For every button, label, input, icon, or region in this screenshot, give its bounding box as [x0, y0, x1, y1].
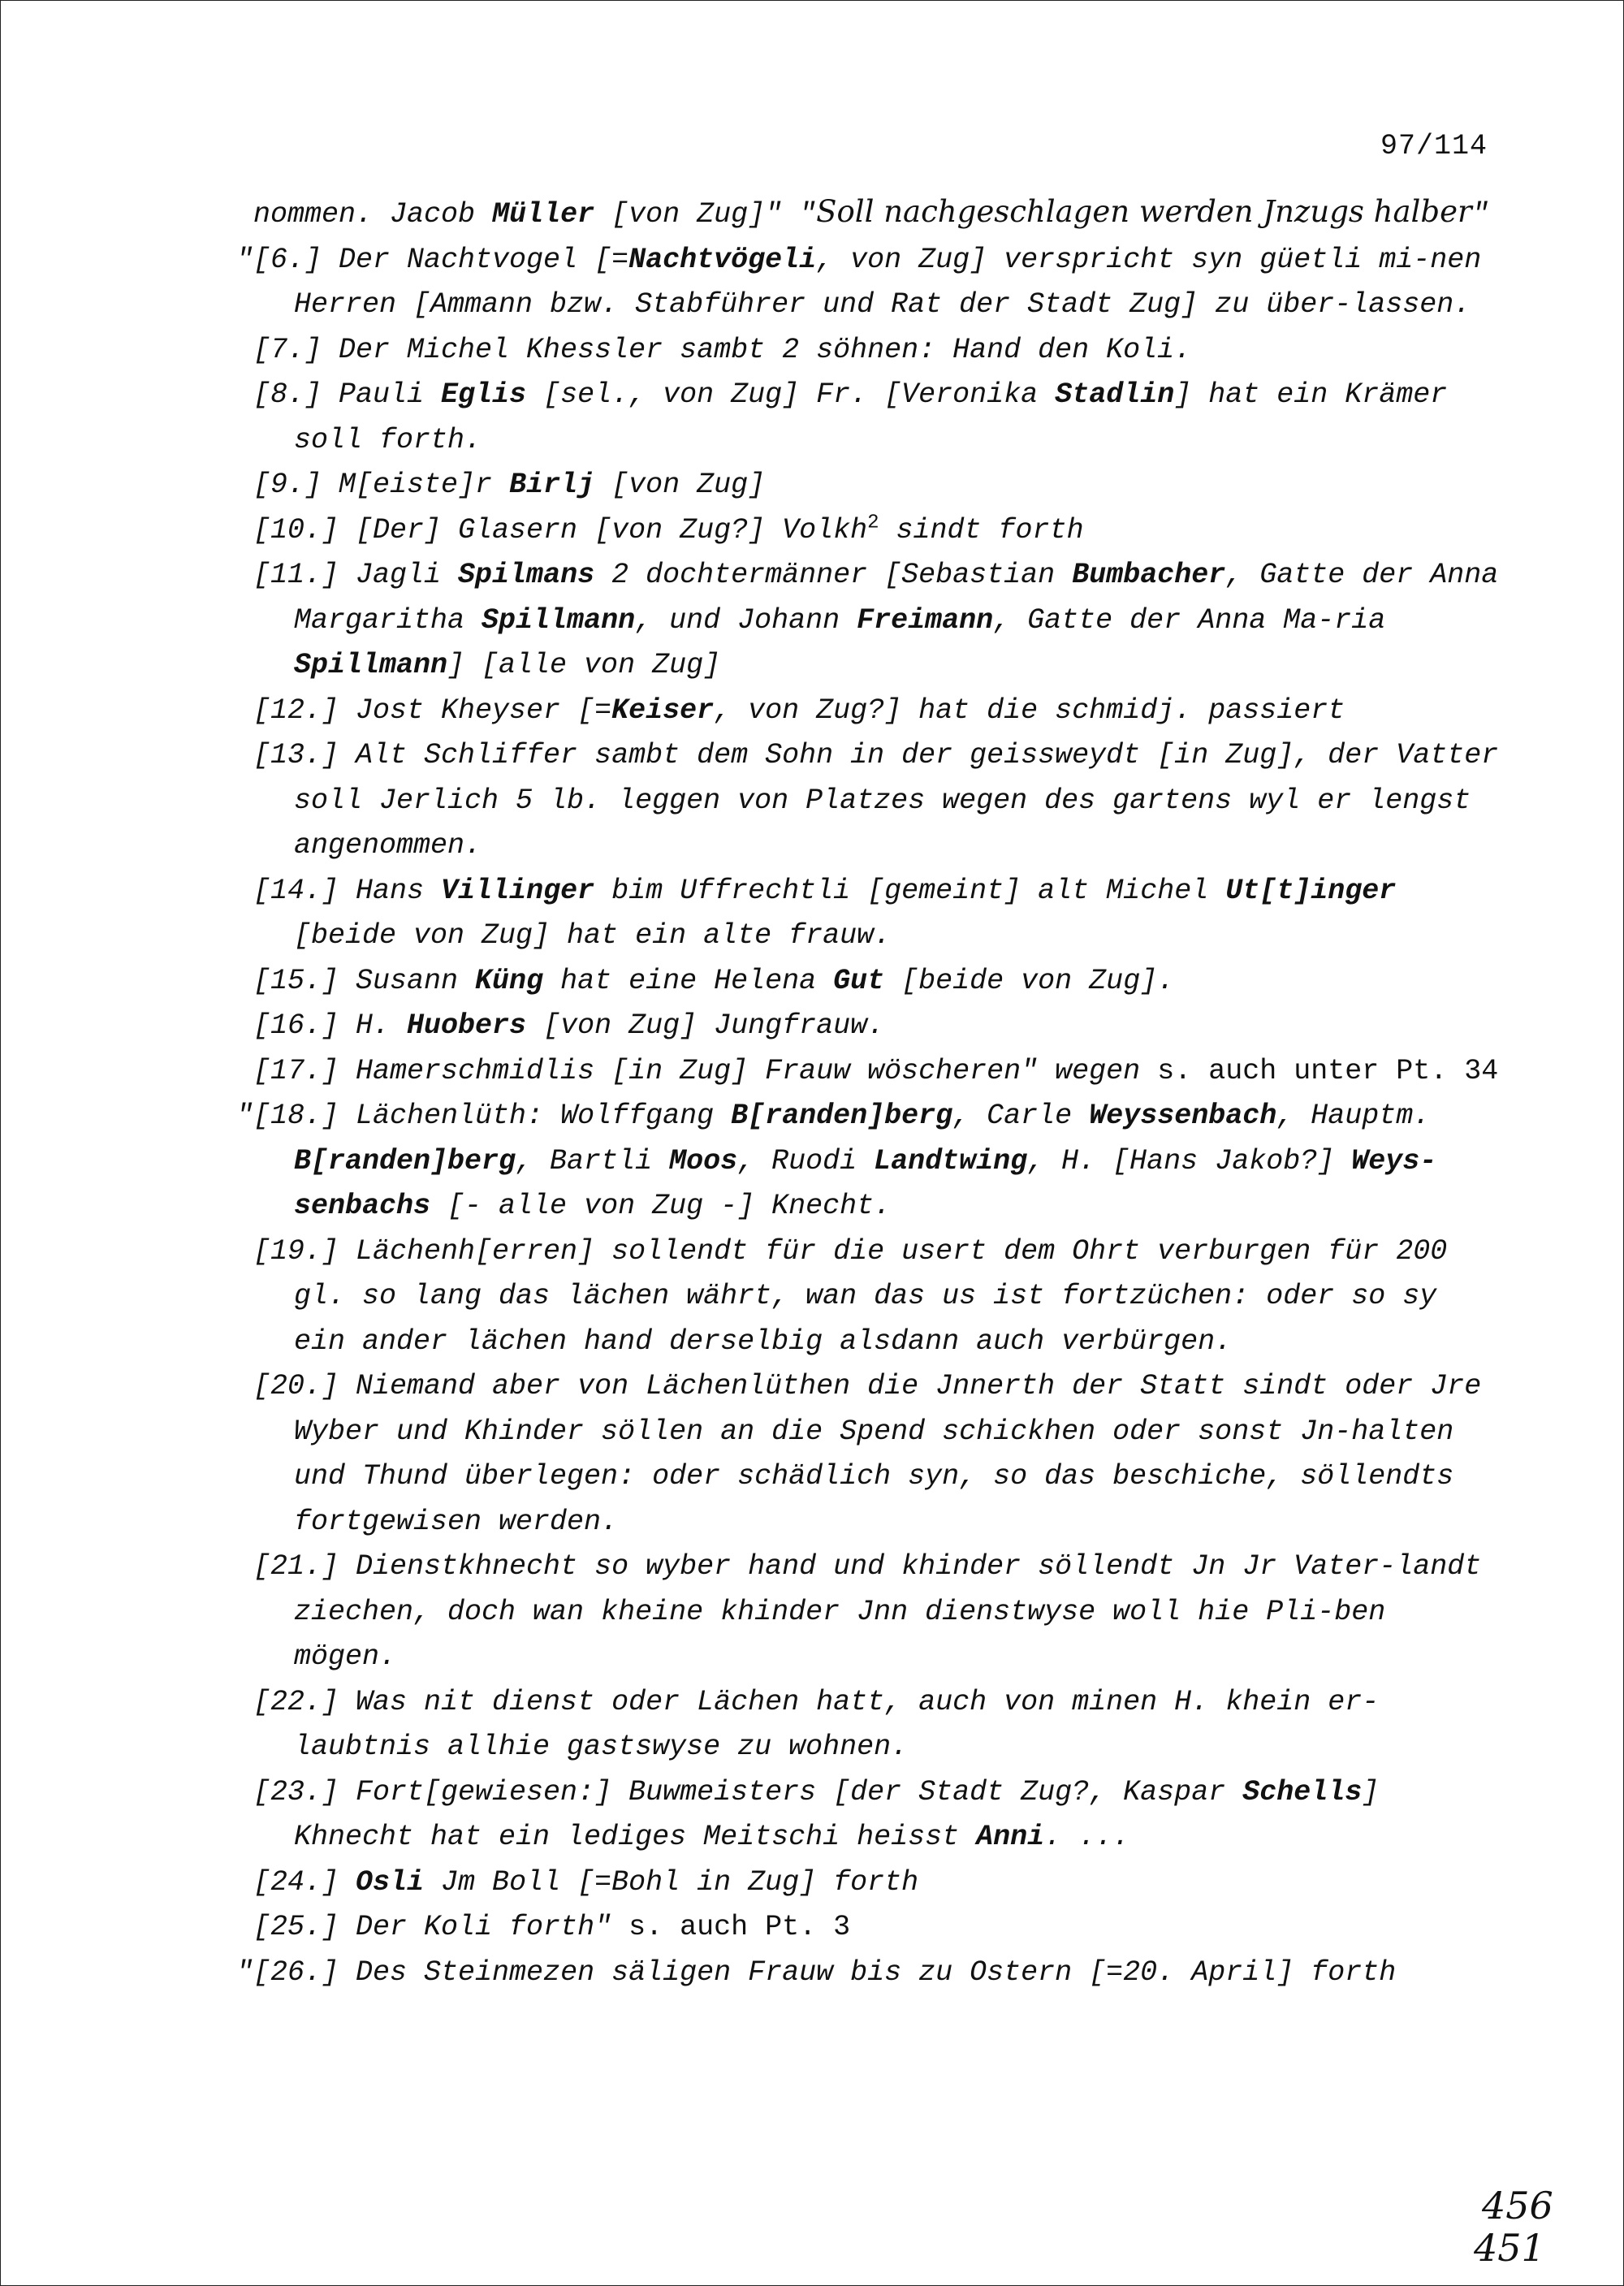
- handwritten-folio-number: [1474, 2176, 1571, 2274]
- footnote-marker: 2: [867, 511, 879, 534]
- handwritten-note: Soll nachgeschlagen werden Jnzugs halber: [816, 194, 1472, 229]
- entry-18: "[18.] Lächenlüth: Wolffgang B[randen]berg, Carle Weyssenbach, Hauptm. B[randen]berg, Bartli Moos, Ruodi Landtwing, H. [Hans Jakob?] Weys-senbachs [- alle von Zug -] Knecht.: [236, 1100, 1448, 1222]
- entry-23: [23.] Fort[gewiesen:] Buwmeisters [der Stadt Zug?, Kaspar Schells] Khnecht hat ein lediges Meitschi heisst Anni. ...: [253, 1775, 1397, 1853]
- entry-25: [25.] Der Koli forth" s. auch Pt. 3: [253, 1911, 851, 1943]
- entry-11: [11.] Jagli Spilmans 2 dochtermänner [Sebastian Bumbacher, Gatte der Anna Margaritha Spillmann, und Johann Freimann, Gatte der Anna Ma-ria Spillmann] [alle von Zug]: [253, 559, 1516, 681]
- entry-24: [24.] Osli Jm Boll [=Bohl in Zug] forth: [253, 1865, 919, 1899]
- entry-10: [10.] [Der] Glasern [von Zug?] Volkh$^2$ sindt forth: [253, 511, 1084, 547]
- page-number: 97/114: [1380, 130, 1488, 162]
- entry-14: [14.] Hans Villinger bim Uffrechtli [gemeint] alt Michel Ut[t]inger [beide von Zug] hat ein alte frauw.: [253, 874, 1414, 952]
- entry-12: [12.] Jost Kheyser [=Keiser, von Zug?] hat die schmidj. passiert: [253, 694, 1345, 727]
- entry-7: [7.] Der Michel Khessler sambt 2 söhnen: Hand den Koli.: [253, 333, 1192, 366]
- folio-number-bottom: 451: [1474, 2226, 1545, 2270]
- entry-8: [8.] Pauli Eglis [sel., von Zug] Fr. [Veronika Stadlin] hat ein Krämer soll forth.: [253, 378, 1465, 456]
- entry-16: [16.] H. Huobers [von Zug] Jungfrauw.: [253, 1009, 885, 1042]
- entry-21: [21.] Dienstkhnecht so wyber hand und khinder söllendt Jn Jr Vater-landt ziechen, doch wan kheine khinder Jnn dienstwyse woll hie Pli-ben mögen.: [253, 1550, 1499, 1673]
- cross-reference: s. auch Pt. 3: [628, 1911, 851, 1943]
- folio-number-top: 456: [1482, 2184, 1553, 2228]
- entry-26: "[26.] Des Steinmezen säligen Frauw bis zu Ostern [=20. April] forth: [236, 1955, 1397, 1989]
- document-body: [236, 189, 1516, 1995]
- entry-19: [19.] Lächenh[erren] sollendt für die usert dem Ohrt verburgen für 200 gl. so lang das lächen währt, wan das us ist fortzüchen: oder so sy ein ander lächen hand derselbig alsdann auch verbürgen.: [253, 1234, 1465, 1358]
- entry-continuation: nommen. Jacob Müller [von Zug]" "Soll nachgeschlagen werden Jnzugs halber": [253, 194, 1489, 231]
- cross-reference: s. auch unter Pt. 34: [1157, 1054, 1499, 1087]
- entry-6: "[6.] Der Nachtvogel [=Nachtvögeli, von Zug] verspricht syn güetli mi-nen Herren [Ammann bzw. Stabführer und Rat der Stadt Zug] zu über-lassen.: [236, 243, 1499, 321]
- entry-9: [9.] M[eiste]r Birlj [von Zug]: [253, 469, 766, 501]
- entry-13: [13.] Alt Schliffer sambt dem Sohn in der geissweydt [in Zug], der Vatter soll Jerlich 5 lb. leggen von Platzes wegen des gartens wyl er lengst angenommen.: [253, 739, 1516, 862]
- entry-20: [20.] Niemand aber von Lächenlüthen die Jnnerth der Statt sindt oder Jre Wyber und Khinder söllen an die Spend schickhen oder sonst Jn-halten und Thund überlegen: oder schädlich syn, so das beschiche, söllendts fortgewisen werden.: [253, 1370, 1499, 1538]
- entry-22: [22.] Was nit dienst oder Lächen hatt, auch von minen H. khein er-laubtnis allhie gastswyse zu wohnen.: [253, 1685, 1380, 1763]
- entry-17: [17.] Hamerschmidlis [in Zug] Frauw wöscheren" wegen s. auch unter Pt. 34: [253, 1054, 1499, 1087]
- entry-15: [15.] Susann Küng hat eine Helena Gut [beide von Zug].: [253, 964, 1175, 997]
